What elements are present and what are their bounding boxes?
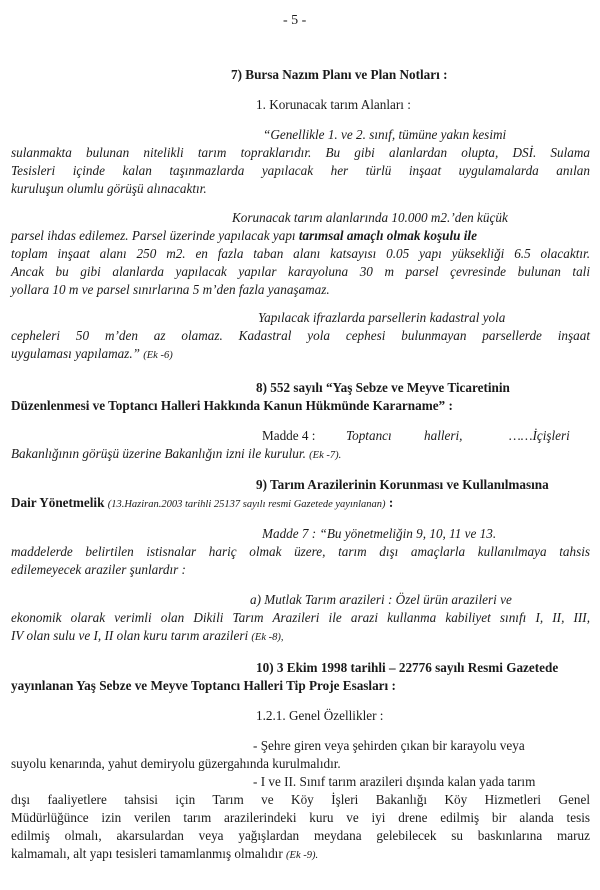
section-10-bullet-2-text: kalmamalı, alt yapı tesisleri tamamlanmış olmalıdır [11,846,283,861]
section-8-madde-word: halleri, [424,428,463,443]
section-9-heading-line [11,495,393,513]
section-7-p1-line: sulanmakta bulunan nitelikli tarım topraklarıdır. Bu gibi alanlardan olupta, DSİ. Sulama [11,145,590,160]
section-7-p2-line [11,228,477,244]
section-9-madde-line: maddelerde belirtilen istisnalar hariç olmak üzere, tarım dışı amaçlarla kullanılmaya tahsis [11,544,590,559]
section-9-heading: 9) Tarım Arazilerinin Korunması ve Kullanılmasına [256,477,549,492]
section-9-item-a-text: IV olan sulu ve I, II olan kuru tarım arazileri [11,628,249,643]
section-8-heading: Düzenlenmesi ve Toptancı Halleri Hakkında Kanun Hükmünde Kararname” : [11,398,453,413]
section-7-p3-text: uygulaması yapılamaz.” [11,346,140,361]
section-10-bullet-2-line: edilmiş olmalı, akarsulardan veya yağışlardan meydana gelebilecek su baskınlarına maruz [11,828,590,843]
section-9-item-a-line [11,628,284,646]
section-9-madde-line: edilemeyecek araziler şunlardır : [11,562,186,577]
section-10-heading: yayınlanan Yaş Sebze ve Meyve Toptancı Halleri Tip Proje Esasları : [11,678,396,693]
section-7-heading: 7) Bursa Nazım Planı ve Plan Notları : [231,67,448,82]
section-8-madde-word: Toptancı [346,428,392,443]
section-10-reference: (Ek -9). [286,850,319,861]
section-7-p3-line: cepheleri 50 m’den az olamaz. Kadastral yola cephesi bulunmayan parsellerde inşaat [11,328,590,343]
section-8-madde-word: ……İçişleri [509,428,570,443]
section-10-bullet-1: - Şehre giren veya şehirden çıkan bir karayolu veya [253,738,525,753]
section-7-p2-line: toplam inşaat alanı 250 m2. en fazla taban alanı katsayısı 0.05 yapı yüksekliği 6.5 olacaktır. [11,246,590,261]
section-8-heading: 8) 552 sayılı “Yaş Sebze ve Meyve Ticaretinin [256,380,510,395]
section-7-p2-text: parsel ihdas edilemez. Parsel üzerinde yapılacak yapı [11,228,299,243]
section-8-text [11,446,341,464]
section-9-heading-note: (13.Haziran.2003 tarihli 25137 sayılı resmi Gazetede yayınlanan) [107,499,386,510]
section-10-bullet-2-line: dışı faaliyetlere tahsisi için Tarım ve Köy İşleri Bakanlığı Köy Hizmetleri Genel [11,792,590,807]
section-8-madde: Madde 4 : [262,428,316,443]
section-7-p2-line: Ancak bu gibi alanlarda yapılacak yapılar karayoluna 30 m parsel çevresinde bulunan tali [11,264,590,279]
section-10-subheading: 1.2.1. Genel Özellikler : [256,708,384,723]
section-7-p2-line: yollara 10 m ve parsel sınırlarına 5 m’den fazla yanaşamaz. [11,282,330,297]
section-8-text-body: Bakanlığının görüşü üzerine Bakanlığın izni ile kurulur. [11,446,306,461]
section-9-item-a: a) Mutlak Tarım arazileri : Özel ürün arazileri ve [250,592,512,607]
section-10-bullet-2-line: Müdürlüğünce izin verilen tarım arazilerindeki kuru ve iyi drene edilmiş bir alanda tesis [11,810,590,825]
section-7-p1-line: Tesisleri içinde kalan taşınmazlarda yapılacak her türlü inşaat uygulamalarda anılan [11,163,590,178]
section-10-bullet-2: - I ve II. Sınıf tarım arazileri dışında kalan yada tarım [253,774,536,789]
section-7-p3-line: Yapılacak ifrazlarda parsellerin kadastral yola [258,310,506,325]
section-7-subheading: 1. Korunacak tarım Alanları : [256,97,411,112]
section-7-p1-line: kuruluşun olumlu görüşü alınacaktır. [11,181,207,196]
section-7-p2-emphasis: tarımsal amaçlı olmak koşulu ile [298,228,477,243]
section-10-bullet-1-line: suyolu kenarında, yahut demiryolu güzergahında kurulmalıdır. [11,756,341,771]
section-7-reference: (Ek -6) [143,350,173,361]
section-7-p1-line: “Genellikle 1. ve 2. sınıf, tümüne yakın kesimi [263,127,507,142]
section-10-heading: 10) 3 Ekim 1998 tarihli – 22776 sayılı Resmi Gazetede [256,660,559,675]
section-7-p3-line [11,346,173,364]
section-9-heading-title: Dair Yönetmelik [11,495,105,510]
section-10-bullet-2-line [11,846,318,864]
page-number: - 5 - [283,13,307,28]
section-9-heading-colon: : [385,495,394,510]
section-9-item-a-line: ekonomik olarak verimli olan Dikili Tarım Arazileri ile arazi kullanma kabiliyet sınıfı I, II, III, [11,610,590,625]
section-7-p2-line: Korunacak tarım alanlarında 10.000 m2.’den küçük [232,210,508,225]
section-8-reference: (Ek -7). [309,450,342,461]
section-9-madde: Madde 7 : “Bu yönetmeliğin 9, 10, 11 ve 13. [262,526,497,541]
section-9-reference: (Ek -8), [251,632,284,643]
